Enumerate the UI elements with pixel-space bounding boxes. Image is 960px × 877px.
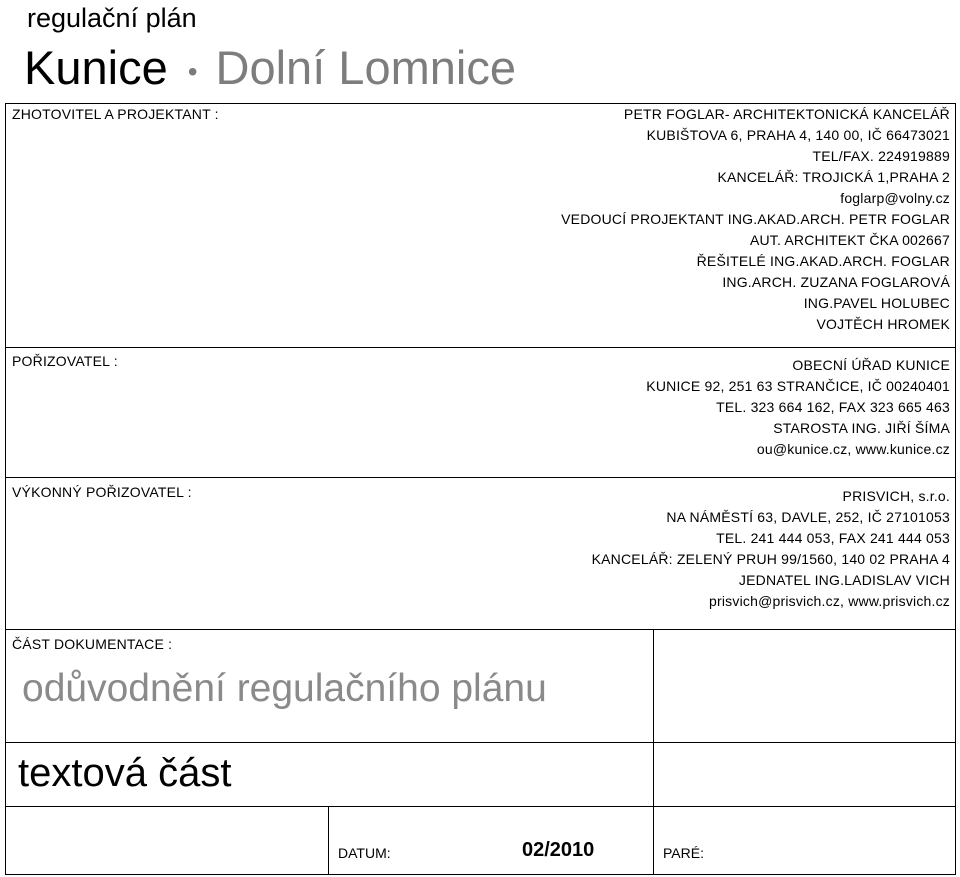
vykonny-lines — [592, 486, 950, 612]
document-part-subtitle: textová část — [18, 751, 232, 795]
divider-vykonny — [5, 477, 956, 478]
vykonny-line: TEL. 241 444 053, FAX 241 444 053 — [716, 530, 950, 546]
zhotovitel-line: KANCELÁŘ: TROJICKÁ 1,PRAHA 2 — [717, 169, 950, 185]
divider-footer-left — [328, 806, 329, 875]
vykonny-line: prisvich@prisvich.cz, www.prisvich.cz — [709, 593, 950, 609]
zhotovitel-line: ING.PAVEL HOLUBEC — [803, 295, 950, 311]
zhotovitel-line: PETR FOGLAR- ARCHITEKTONICKÁ KANCELÁŘ — [623, 106, 950, 122]
zhotovitel-label: ZHOTOVITEL A PROJEKTANT : — [12, 106, 219, 122]
divider-footer — [5, 806, 956, 807]
zhotovitel-line: VEDOUCÍ PROJEKTANT ING.AKAD.ARCH. PETR FOGLAR — [561, 211, 950, 227]
porizovatel-line: STAROSTA ING. JIŘÍ ŠÍMA — [773, 420, 950, 436]
zhotovitel-line: KUBIŠTOVA 6, PRAHA 4, 140 00, IČ 66473021 — [646, 127, 950, 143]
header-subtitle: regulační plán — [27, 3, 197, 33]
zhotovitel-line: foglarp@volny.cz — [840, 190, 950, 206]
zhotovitel-lines — [561, 104, 950, 335]
divider-dokumentace — [5, 629, 956, 630]
zhotovitel-line: ŘEŠITELÉ ING.AKAD.ARCH. FOGLAR — [696, 253, 950, 269]
header-title — [24, 40, 516, 100]
title-separator: • — [187, 55, 198, 87]
porizovatel-line: ou@kunice.cz, www.kunice.cz — [756, 441, 950, 457]
porizovatel-label: POŘIZOVATEL : — [12, 353, 118, 369]
pare-label: PARÉ: — [663, 845, 704, 861]
dokumentace-label: ČÁST DOKUMENTACE : — [12, 636, 173, 652]
zhotovitel-line: TEL/FAX. 224919889 — [812, 148, 950, 164]
porizovatel-lines — [646, 355, 950, 460]
porizovatel-line: TEL. 323 664 162, FAX 323 665 463 — [716, 399, 950, 415]
vykonny-line: KANCELÁŘ: ZELENÝ PRUH 99/1560, 140 02 PRAHA 4 — [591, 551, 950, 567]
vykonny-label: VÝKONNÝ POŘIZOVATEL : — [12, 484, 192, 500]
porizovatel-line: OBECNÍ ÚŘAD KUNICE — [792, 357, 950, 373]
divider-textova — [5, 742, 956, 743]
title-secondary: Dolní Lomnice — [215, 41, 516, 94]
divider-right-column — [653, 629, 654, 875]
title-main: Kunice — [24, 41, 168, 94]
datum-value: 02/2010 — [522, 839, 595, 861]
document-part-title: odůvodnění regulačního plánu — [22, 667, 547, 710]
zhotovitel-line: AUT. ARCHITEKT ČKA 002667 — [749, 232, 950, 248]
vykonny-line: JEDNATEL ING.LADISLAV VICH — [738, 572, 950, 588]
vykonny-line: PRISVICH, s.r.o. — [842, 488, 950, 504]
porizovatel-line: KUNICE 92, 251 63 STRANČICE, IČ 00240401 — [646, 378, 950, 394]
vykonny-line: NA NÁMĚSTÍ 63, DAVLE, 252, IČ 27101053 — [666, 509, 950, 525]
datum-label: DATUM: — [338, 845, 391, 861]
zhotovitel-line: ING.ARCH. ZUZANA FOGLAROVÁ — [722, 274, 950, 290]
divider-porizovatel — [5, 347, 956, 348]
zhotovitel-line: VOJTĚCH HROMEK — [816, 316, 950, 332]
